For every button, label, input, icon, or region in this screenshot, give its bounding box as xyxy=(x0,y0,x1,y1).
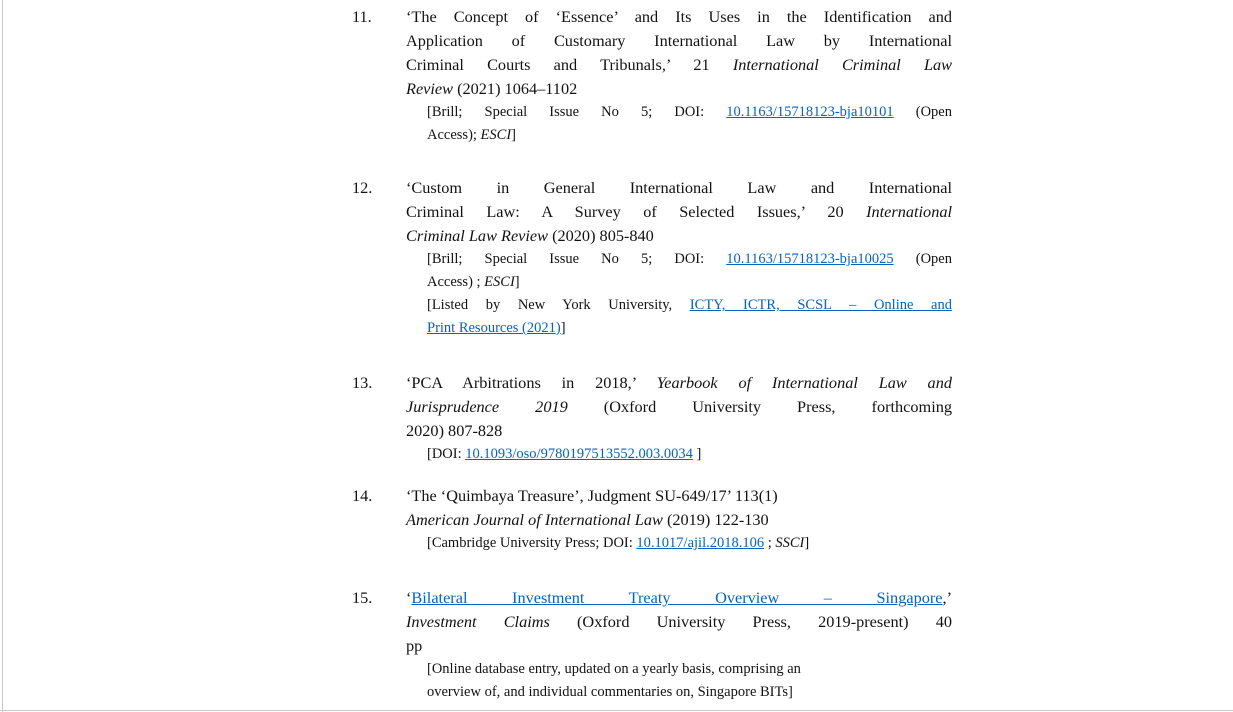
entry-number: 12. xyxy=(352,178,373,197)
entry-citation-line xyxy=(406,371,952,395)
entry-citation-line xyxy=(406,634,952,658)
citation-text: (Oxford University Press, forthcoming xyxy=(567,397,953,416)
hyperlink[interactable]: Bilateral Investment Treaty Overview – Singapore xyxy=(411,588,943,607)
citation-text: Application of Customary International Law by International xyxy=(406,31,952,50)
entry-body xyxy=(406,5,952,147)
citation-text: Criminal Law: A Survey of Selected Issues,’ 20 xyxy=(406,202,867,221)
entry-body xyxy=(406,371,952,466)
citation-text: [Brill; Special Issue No 5; DOI: xyxy=(427,104,727,120)
entry-note-line xyxy=(427,101,952,124)
entry-note-line xyxy=(427,317,952,340)
entry-note-line xyxy=(427,681,952,704)
citation-text: (2019) 122-130 xyxy=(662,510,769,529)
citation-text: (Oxford University Press, 2019-present) 40 xyxy=(549,612,953,631)
entry-citation-line xyxy=(406,508,952,532)
citation-text: ‘PCA Arbitrations in 2018,’ xyxy=(406,373,657,392)
citation-text: ,’ xyxy=(942,588,952,607)
citation-text: (Open xyxy=(893,251,952,267)
hyperlink[interactable]: 10.1163/15718123-bja10025 xyxy=(726,251,894,267)
entry-note-line xyxy=(427,443,952,466)
italic-text: American Journal of International Law xyxy=(406,510,663,529)
entry-citation-line xyxy=(406,77,952,101)
entry-note-line xyxy=(427,532,952,555)
entry-number: 15. xyxy=(352,588,373,607)
entry-citation-line xyxy=(406,395,952,419)
entry-citation-line xyxy=(406,5,952,29)
hyperlink[interactable]: ICTY, ICTR, SCSL – Online and xyxy=(689,297,952,313)
italic-text: Jurisprudence 2019 xyxy=(406,397,568,416)
entry-note-line xyxy=(427,658,952,681)
hyperlink[interactable]: Print Resources (2021) xyxy=(427,320,561,336)
citation-text: (Open xyxy=(893,104,952,120)
entry-citation-line xyxy=(406,419,952,443)
citation-text: ] xyxy=(692,446,702,462)
entry-note-line xyxy=(427,294,952,317)
citation-text: ‘Custom in General International Law and International xyxy=(406,178,952,197)
citation-text: [Listed by New York University, xyxy=(427,297,690,313)
entry-citation-line xyxy=(406,224,952,248)
citation-text: ] xyxy=(514,274,520,290)
entry-note-line xyxy=(427,271,952,294)
italic-text: Criminal Law Review xyxy=(406,226,549,245)
entry-citation-line xyxy=(406,29,952,53)
citation-text: ] xyxy=(511,127,516,143)
citation-text: Criminal Courts and Tribunals,’ 21 xyxy=(406,55,733,74)
citation-text: ‘The ‘Quimbaya Treasure’, Judgment SU-649/17’ 113(1) xyxy=(406,486,778,505)
citation-text: [Cambridge University Press; DOI: xyxy=(427,535,637,551)
citation-text: pp xyxy=(406,636,423,655)
entry-citation-line xyxy=(406,53,952,77)
publication-entry xyxy=(352,484,972,555)
entry-body xyxy=(406,176,952,340)
entry-citation-line xyxy=(406,586,952,610)
entry-citation-line xyxy=(406,484,952,508)
entry-citation-line xyxy=(406,176,952,200)
entry-number: 13. xyxy=(352,373,373,392)
citation-text: ] xyxy=(804,535,810,551)
hyperlink[interactable]: 10.1017/ajil.2018.106 xyxy=(636,535,765,551)
citation-text: (2021) 1064–1102 xyxy=(453,79,578,98)
publication-entry xyxy=(352,586,972,704)
citation-text: 2020) 807-828 xyxy=(406,421,503,440)
hyperlink[interactable]: 10.1093/oso/9780197513552.003.0034 xyxy=(465,446,693,462)
italic-text: SSCI xyxy=(775,535,805,551)
entry-citation-line xyxy=(406,610,952,634)
italic-text: International Criminal Law xyxy=(732,55,952,74)
citation-text: ; xyxy=(764,535,776,551)
citation-text: ‘ xyxy=(406,588,412,607)
citation-text: Access); xyxy=(427,127,481,143)
publication-entry xyxy=(352,371,972,466)
entry-note-line xyxy=(427,124,952,147)
page-left-edge xyxy=(2,0,3,712)
entry-number: 11. xyxy=(352,7,372,26)
italic-text: ESCI xyxy=(484,274,515,290)
italic-text: ESCI xyxy=(480,127,512,143)
italic-text: Yearbook of International Law and xyxy=(656,373,952,392)
publication-entry xyxy=(352,5,972,147)
italic-text: Investment Claims xyxy=(406,612,550,631)
italic-text: International xyxy=(866,202,952,221)
citation-text: [DOI: xyxy=(427,446,466,462)
citation-text: [Online database entry, updated on a yearly basis, comprising an xyxy=(427,661,801,677)
citation-text: Access) ; xyxy=(427,274,485,290)
hyperlink[interactable]: 10.1163/15718123-bja10101 xyxy=(726,104,894,120)
citation-text: overview of, and individual commentaries on, Singapore BITs] xyxy=(427,684,793,700)
entry-number: 14. xyxy=(352,486,373,505)
page-bottom-edge xyxy=(0,710,1233,711)
citation-text: (2020) 805-840 xyxy=(548,226,654,245)
entry-body xyxy=(406,484,952,555)
citation-text: [Brill; Special Issue No 5; DOI: xyxy=(427,251,727,267)
publication-entry xyxy=(352,176,972,340)
citation-text: ] xyxy=(560,320,566,336)
italic-text: Review xyxy=(406,79,454,98)
entry-citation-line xyxy=(406,200,952,224)
citation-text: ‘The Concept of ‘Essence’ and Its Uses in the Identification and xyxy=(406,7,952,26)
entry-body xyxy=(406,586,952,704)
entry-note-line xyxy=(427,248,952,271)
